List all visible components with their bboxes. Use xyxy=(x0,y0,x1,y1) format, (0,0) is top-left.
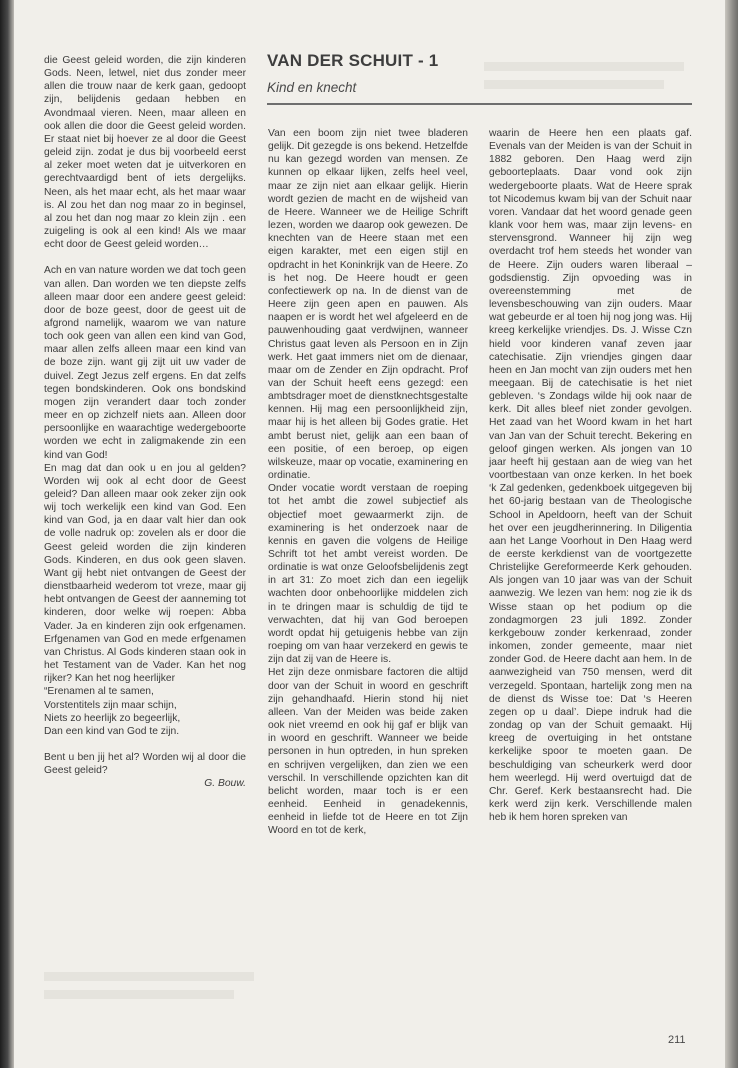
title-divider xyxy=(267,103,692,105)
text-column-left xyxy=(44,54,246,790)
paragraph: Het zijn deze onmisbare factoren die altijd door van der Schuit in woord en geschrift zijn gehandhaafd. Hierin stond hij niet alleen. Van der Meiden was beide zaken ook niet vreemd en ook hij gaf er blijk van in woord en geschrift. Wanneer we beide personen in hun optreden, in hun spreken en schrijven vergelijken, dan zien we een verschil. In verschillende opzichten kan dit belicht worden, maar toch is er een eenheid. Eenheid in genadekennis, eenheid in liefde tot de Heere en tot Zijn Woord en tot de kerk, xyxy=(268,667,468,837)
paragraph: En mag dat dan ook u en jou al gelden? Worden wij ook al echt door de Geest geleid? Dan alleen maar ook zeker zijn ook wij toch werkelijk een kind van God. Een kind van God, ja en daar valt hier dan ook de volle nadruk op: zovelen als er door die Geest geleid worden die zijn kinderen Gods. Kinderen, en dus ook geen slaven. Want gij hebt niet ontvangen de Geest der dienstbaarheid wederom tot vreze, maar gij hebt ontvangen de Geest der aanneming tot kinderen, door welke wij roepen: Abba Vader. Ja en kinderen zijn ook erfgenamen. Erfgenamen van God en mede erfgenamen van Christus. Al Gods kinderen staan ook in het Testament van de Vader. Kan het nog rijker? Kan het nog heerlijker xyxy=(44,462,246,685)
article-subtitle: Kind en knecht xyxy=(267,80,357,95)
poem-line: Dan een kind van God te zijn. xyxy=(44,725,180,737)
poem-line: “Erenamen al te samen, xyxy=(44,686,154,698)
text-column-right xyxy=(489,127,692,824)
paragraph: Bent u ben jij het al? Worden wij al door die Geest geleid? xyxy=(44,751,246,777)
paragraph: Ach en van nature worden we dat toch geen van allen. Dan worden we ten diepste zelfs alleen maar door een andere geest geleid: door de boze geest, door de geest uit de afgrond namelijk, waarom we van nature toch ook geen van allen een kind van God, maar allen zelfs alleen maar een kind van de boze zijn. want gij zijt uit uw vader de duivel. Zegt Jezus zelf ergens. En dat zelfs tegen bondskinderen. Ook ons bondskind mogen zijn verandert daar toch zonder meer en op zichzelf niets aan. Alleen door persoonlijke en waarachtige wedergeboorte worden we echt in zaligmakende zin een kind van God! xyxy=(44,265,246,461)
article-title: VAN DER SCHUIT - 1 xyxy=(267,51,439,70)
show-through-mark xyxy=(44,990,234,999)
paragraph: Van een boom zijn niet twee bladeren gelijk. Dit gezegde is ons bekend. Hetzelfde nu kan gezegd worden van mensen. Ze kunnen op elkaar lijken, zelfs heel veel, maar ze zijn niet aan elkaar gelijk. Hierin wordt gezien de macht en de wijsheid van de Heere. Wanneer we de Heilige Schrift lezen, worden we daarop ook gewezen. De knechten van de Heere staan met een eigen karakter, met een eigen stijl en opdracht in het Koninkrijk van de Heere. Zo is het nog. De Heere houdt er geen confectiewerk op na. In de dienst van de Heere zijn geen apen en pauwen. Als naapen er is wordt het wel afgeleerd en de pauwenhouding gaat verdwijnen, wanneer Christus gaat leven als Persoon en in Zijn werk. Het gaat immers niet om de dienaar, maar om de Zender en Zijn opdracht. Prof van der Schuit heeft eens gezegd: een ambtsdrager moet de dienstknechtsgestalte kennen. Hij mag een persoonlijkheid zijn, maar hij is het alleen bij Godes gratie. Het ambt berust niet, gelijk aan een baan of een positie, of een beroep, op eigen wilskeuze, maar op vocatie, examinering en ordinatie. xyxy=(268,128,468,482)
text-column-middle xyxy=(268,127,468,837)
paragraph: Onder vocatie wordt verstaan de roeping tot het ambt die zowel subjectief als objectief moet gewaarmerkt zijn. de examinering is het onderzoek naar de kennis en gaven die volgens de Heilige Schrift tot het ambt vereist worden. De ordinatie is wat onze Geloofsbelijdenis zegt in art 31: Zo moet zich dan een iegelijk wachten door onbehoorlijke middelen zich in te dringen maar is schuldig de tijd te verwachten, dat hij van God beroepen wordt opdat hij getuigenis hebbe van zijn roeping om van haar verzekerd en gewis te zijn dat zij van de Heere is. xyxy=(268,483,468,666)
author-signature: G. Bouw. xyxy=(204,778,246,790)
show-through-mark xyxy=(44,972,254,981)
page-edge xyxy=(725,0,738,1068)
paragraph: waarin de Heere hen een plaats gaf. Evenals van der Meiden is van der Schuit in 1882 geboren. Den Haag werd zijn geboorteplaats. Daar vond ook zijn wedergeboorte plaats. Wat de Heere sprak tot Nicodemus kwam bij van der Schuit naar voren. Vandaar dat het woord genade geen klank voor hem was, maar zijn levens- en stervensgrond. Wanneer hij zijn weg overdacht trof hem steeds het wonder van de Heere. Zijn ouders waren liberaal – godsdienstig. Zijn opvoeding was in overeenstemming met de levensbeschouwing van zijn ouders. Maar wat gebeurde er al toen hij nog jong was. Hij kreeg kerkelijke vriendjes. Ds. J. Wisse Czn hield voor kinderen vanaf zeven jaar catechisatie. Zijn vriendjes gingen daar heen en Jan mocht van zijn ouders met hen meegaan. Bij de catechisatie is het niet gebleven. ‘s Zondags wilde hij ook naar de kerk. Dit alles bleef niet zonder gevolgen. Het zaad van het Woord kwam in het hart van Jan van der Schuit terecht. Bekering en geloof gingen werken. Als jongen van 10 jaar heeft hij gestaan aan de wieg van het voortbestaan van onze kerken. In het boek ‘k Zal gedenken, gedenkboek uitgegeven bij het 60-jarig bestaan van de Theologische School in Apeldoorn, heeft van der Schuit het over een jeugdherinnering. In Diligentia aan het Lange Voorhout in Den Haag werd de eerste kerkdienst van de voortgezette Christelijke Gereformeerde Kerk gehouden. Als jongen van 10 jaar was van der Schuit aanwezig. We lezen van hem: nog zie ik ds Wisse staan op het podium op die zondagmorgen 23 juli 1892. Zonder kerkgebouw zonder kerkenraad, zonder inkomen, zonder gemeente, maar niet zonder God. de Heere dacht aan hem. In de aanwezigheid van 750 mensen, werd dit verzegeld. Spontaan, hartelijk zong men na de dienst ds Wisse toe: Dat ‘s Heeren zegen op u daal’. Diepe indruk had die zondag op van der Schuit gemaakt. Hij kreeg de overtuiging in het ontstane kerkelijke spoor te moeten gaan. De beschuldiging van scheurkerk werd door hem weerlegd. Hij werd overtuigd dat de Chr. Geref. Kerk bestaansrecht had. Die kerk werd zijn kerk. Verschillende malen heb ik hem horen spreken van xyxy=(489,128,692,824)
poem-line: Niets zo heerlijk zo begeerlijk, xyxy=(44,712,181,724)
show-through-mark xyxy=(484,62,684,71)
paragraph: die Geest geleid worden, die zijn kinderen Gods. Neen, letwel, niet dus zonder meer allen die trouw naar de kerk gaan, gedoopt zijn, belijdenis gedaan hebben en Avondmaal vieren. Neen, maar alleen en ook allen die door die Geest geleid worden. Er staat niet bij hoever ze al door die Geest geleid zijn. zodat je dus bij voorbeeld eerst al zeker moet weten dat je uitverkoren en gerechtvaardigd bent of iets dergelijks. Neen, als het maar echt, als het maar waar is. Al zou het dan nog maar zo in beginsel, al zou het dan nog maar zo klein zijn . een zuigeling is ook al een kind! Als we maar echt door de Geest geleid worden… xyxy=(44,55,246,251)
book-spine xyxy=(0,0,14,1068)
show-through-mark xyxy=(484,80,664,89)
page-number: 211 xyxy=(668,1034,686,1046)
poem-line: Vorstentitels zijn maar schijn, xyxy=(44,699,177,711)
